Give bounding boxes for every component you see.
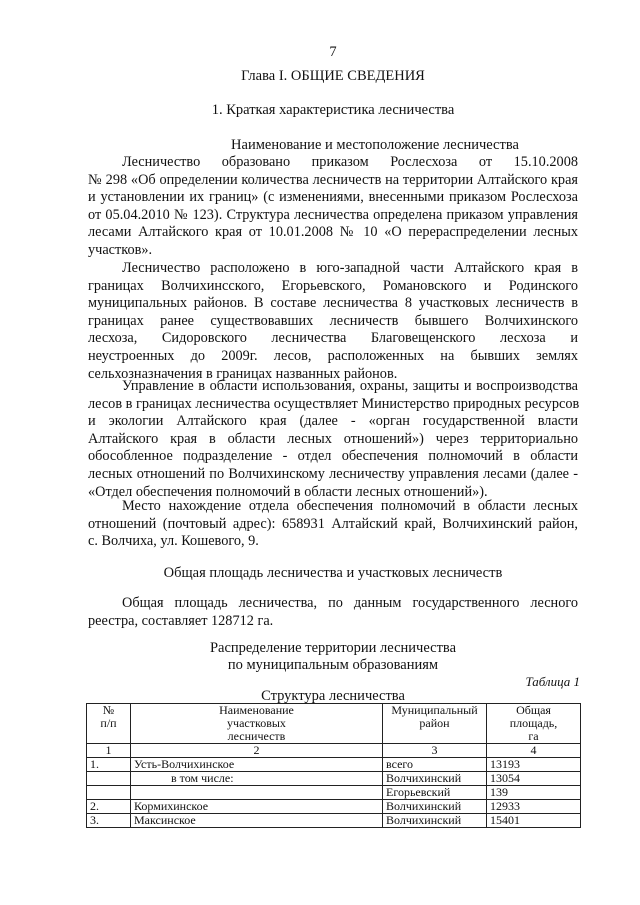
table-row (87, 800, 581, 814)
header-area: Общая площадь, га (487, 704, 581, 744)
table-header-row (87, 704, 581, 744)
subsection-name-location: Наименование и местоположение лесничества (231, 137, 519, 153)
para2-line: границах Волчихинсского, Егорьевского, Романовского и Родинского (88, 277, 578, 294)
cell-area: 12933 (487, 800, 581, 814)
cell-name: Усть-Волчихинское (131, 758, 383, 772)
para2-line: лесхоза, Сидоровского лесничества Благовещенского лесхоза и (88, 330, 578, 347)
distribution-title-line1: Распределение территории лесничества (209, 640, 457, 656)
col-number: 3 (383, 744, 487, 758)
cell-num: 2. (87, 800, 131, 814)
distribution-title-line2: по муниципальным образованиям (227, 657, 439, 673)
paragraph-total-area (88, 595, 578, 630)
para1-line: и установлении их границ» (с изменениями, внесенными приказом Рослесхоза (88, 189, 578, 206)
para3-line: «Отдел обеспечения полномочий в области лесных отношений»). (88, 483, 488, 500)
para3-line: обособленное подразделение - отдел обеспечения полномочий в области (88, 448, 578, 465)
col-number: 2 (131, 744, 383, 758)
table-column-numbers-row (87, 744, 581, 758)
table-row (87, 772, 581, 786)
para5-line: реестра, составляет 128712 га. (88, 612, 274, 629)
col-number: 1 (87, 744, 131, 758)
chapter-title: Глава I. ОБЩИЕ СВЕДЕНИЯ (241, 68, 425, 84)
cell-district: Егорьевский (383, 786, 487, 800)
cell-num: 3. (87, 814, 131, 828)
para3-line: лесов в границах лесничества осуществляет Министерство природных ресурсов (88, 395, 580, 412)
paragraph-establishment (88, 154, 578, 260)
cell-district: Волчихинский (383, 772, 487, 786)
para4-line: отношений (почтовый адрес): 658931 Алтайский край, Волчихинский район, (88, 515, 578, 532)
para1-line: Лесничество образовано приказом Рослесхоза от 15.10.2008 (122, 154, 578, 170)
subsection-total-area: Общая площадь лесничества и участковых лесничеств (163, 565, 503, 581)
para3-line: Управление в области использования, охраны, защиты и воспроизводства (122, 378, 578, 394)
cell-area: 15401 (487, 814, 581, 828)
header-district: Муниципальный район (383, 704, 487, 744)
para2-line: неустроенных до 2009г. лесов, расположенных на бывших землях (88, 347, 578, 364)
para2-line: границах ранее существовавших лесничеств бывшего Волчихинского (88, 312, 578, 329)
para2-line: сельхозназначения в границах названных районов. (88, 365, 398, 382)
cell-num: 1. (87, 758, 131, 772)
cell-name: Кормихинское (131, 800, 383, 814)
cell-name: в том числе: (131, 772, 383, 786)
table-row (87, 758, 581, 772)
para3-line: и экологии Алтайского края (далее - «орган государственной власти (88, 413, 578, 430)
table-caption: Структура лесничества (261, 688, 405, 704)
para2-line: Лесничество расположено в юго-западной части Алтайского края в (122, 260, 578, 276)
cell-district: Волчихинский (383, 800, 487, 814)
para4-line: Место нахождение отдела обеспечения полномочий в области лесных (122, 498, 578, 514)
forestry-structure-table (86, 703, 581, 828)
cell-area: 13193 (487, 758, 581, 772)
col-number: 4 (487, 744, 581, 758)
cell-num (87, 786, 131, 800)
para1-line: участков». (88, 241, 153, 258)
cell-district: Волчихинский (383, 814, 487, 828)
para3-line: лесных отношений по Волчихинскому лесничеству управления лесами (далее - (88, 465, 578, 482)
cell-num (87, 772, 131, 786)
paragraph-address (88, 498, 578, 551)
para3-line: Алтайского края в области лесных отношений») через территориально (88, 430, 578, 447)
page-number: 7 (329, 44, 337, 60)
cell-name (131, 786, 383, 800)
para4-line: с. Волчиха, ул. Кошевого, 9. (88, 533, 259, 550)
table-label: Таблица 1 (525, 674, 580, 689)
paragraph-management (88, 378, 578, 501)
para5-line: Общая площадь лесничества, по данным государственного лесного (122, 595, 578, 611)
cell-area: 139 (487, 786, 581, 800)
para1-line: лесами Алтайского края от 10.01.2008 № 10 «О перераспределении лесных (88, 224, 578, 241)
table-row (87, 814, 581, 828)
header-name: Наименование участковых лесничеств (131, 704, 383, 744)
para1-line: от 05.04.2010 № 123). Структура лесничества определена приказом управления (88, 206, 578, 223)
cell-name: Максинское (131, 814, 383, 828)
cell-district: всего (383, 758, 487, 772)
cell-area: 13054 (487, 772, 581, 786)
table-row (87, 786, 581, 800)
paragraph-location (88, 260, 578, 383)
para2-line: муниципальных районов. В составе лесничества 8 участковых лесничеств в (88, 295, 578, 312)
header-num: № п/п (87, 704, 131, 744)
para1-line: № 298 «Об определении количества лесничеств на территории Алтайского края (88, 171, 578, 188)
section-title: 1. Краткая характеристика лесничества (211, 102, 455, 118)
